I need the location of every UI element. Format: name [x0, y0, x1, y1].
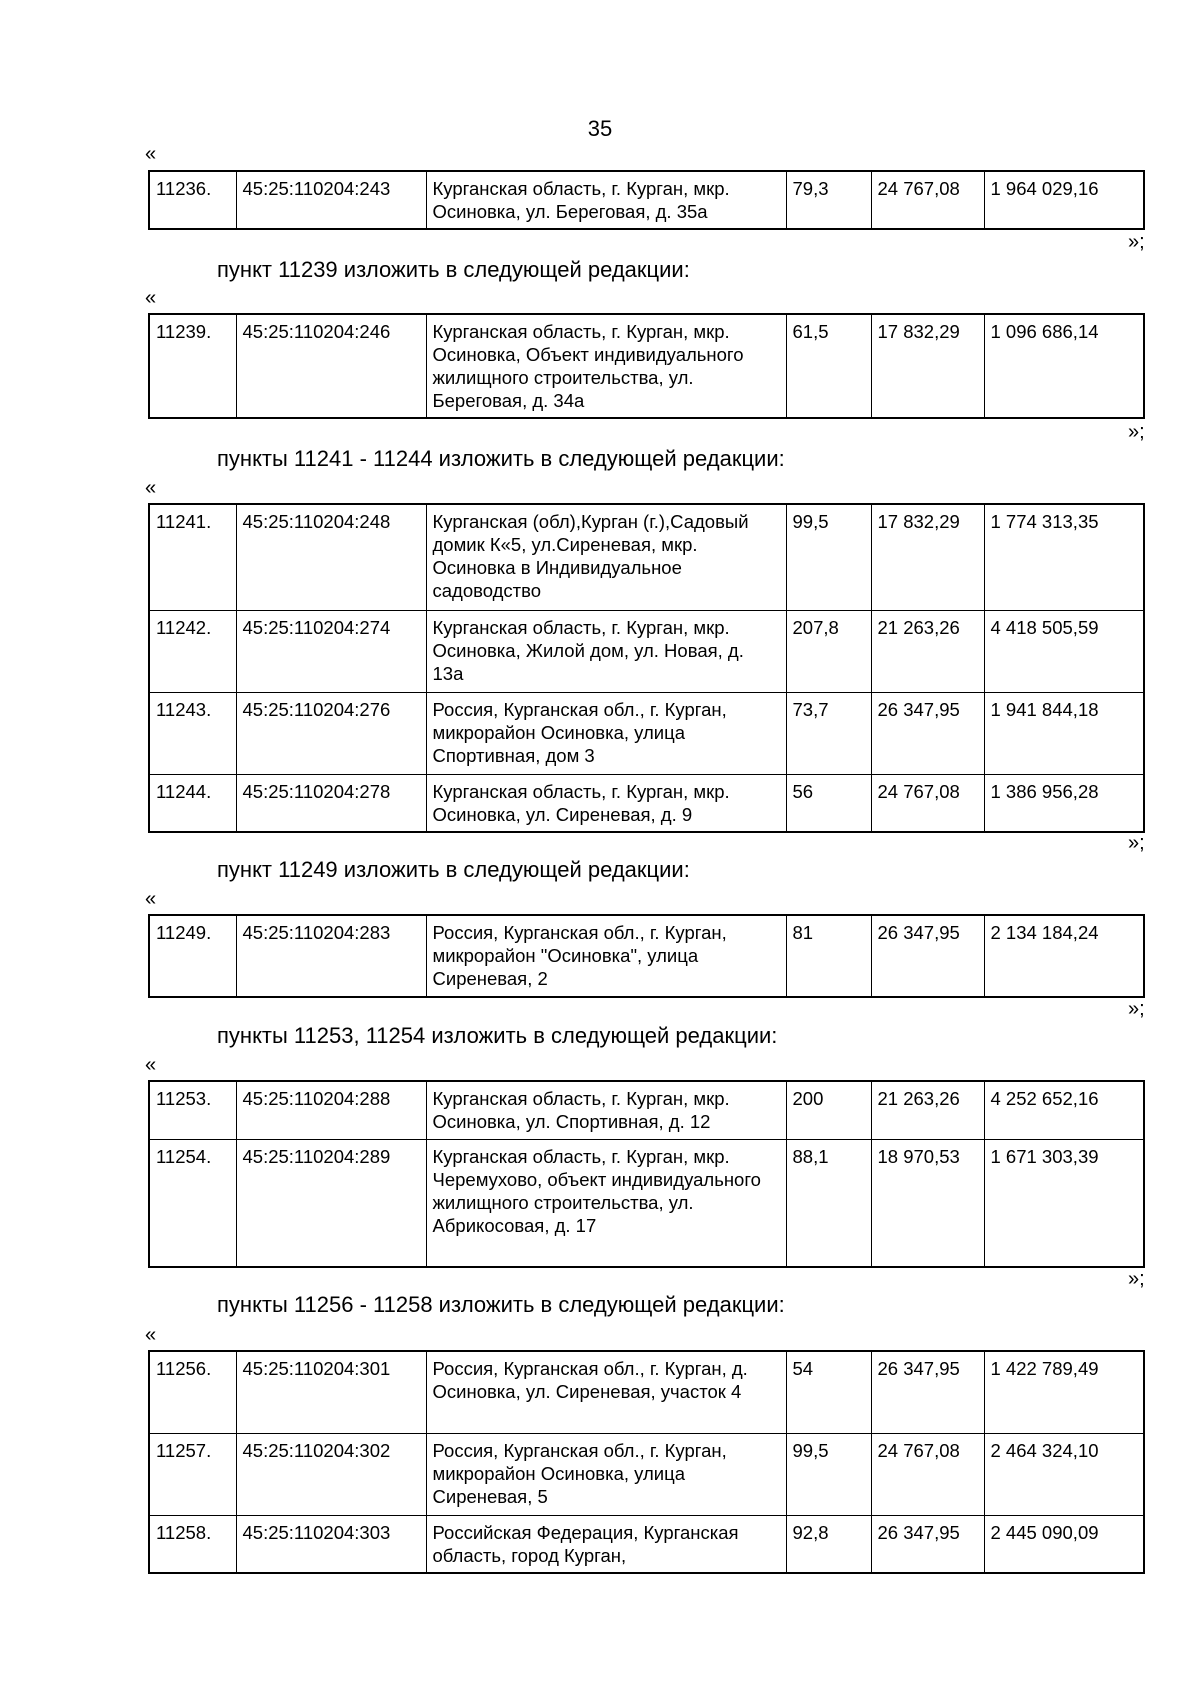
close-quote: »;: [1128, 832, 1145, 854]
amendment-heading: пункты 11253, 11254 изложить в следующей редакции:: [217, 1023, 778, 1048]
unit-value-cell: 21 263,26: [871, 610, 984, 692]
area-cell: 54: [786, 1351, 871, 1433]
unit-value-cell: 26 347,95: [871, 915, 984, 997]
open-quote: «: [145, 287, 157, 309]
cadastral-number-cell: 45:25:110204:274: [236, 610, 426, 692]
register-table: [148, 503, 1145, 833]
open-quote: «: [145, 477, 157, 499]
address-cell: Российская Федерация, Курганская область, город Курган,: [426, 1515, 786, 1573]
open-quote: «: [145, 888, 157, 910]
cadastral-number-cell: 45:25:110204:289: [236, 1139, 426, 1267]
register-table: [148, 1080, 1145, 1268]
address-cell: Курганская область, г. Курган, мкр. Осиновка, ул. Сиреневая, д. 9: [426, 774, 786, 832]
area-cell: 56: [786, 774, 871, 832]
open-quote: «: [145, 1324, 157, 1346]
unit-value-cell: 18 970,53: [871, 1139, 984, 1267]
amendment-heading: пункты 11256 - 11258 изложить в следующей редакции:: [217, 1292, 785, 1317]
total-value-cell: 4 252 652,16: [984, 1081, 1144, 1139]
total-value-cell: 1 096 686,14: [984, 314, 1144, 418]
close-quote: »;: [1128, 231, 1145, 253]
item-number-cell: 11239.: [149, 314, 236, 418]
address-cell: Курганская область, г. Курган, мкр. Осиновка, Объект индивидуального жилищного строительства, ул. Береговая, д. 34а: [426, 314, 786, 418]
total-value-cell: 2 134 184,24: [984, 915, 1144, 997]
address-cell: Курганская область, г. Курган, мкр. Черемухово, объект индивидуального жилищного строительства, ул. Абрикосовая, д. 17: [426, 1139, 786, 1267]
area-cell: 88,1: [786, 1139, 871, 1267]
total-value-cell: 1 671 303,39: [984, 1139, 1144, 1267]
address-cell: Россия, Курганская обл., г. Курган, д. Осиновка, ул. Сиреневая, участок 4: [426, 1351, 786, 1433]
address-cell: Россия, Курганская обл., г. Курган, микрорайон Осиновка, улица Спортивная, дом 3: [426, 692, 786, 774]
unit-value-cell: 17 832,29: [871, 314, 984, 418]
area-cell: 92,8: [786, 1515, 871, 1573]
cadastral-number-cell: 45:25:110204:301: [236, 1351, 426, 1433]
item-number-cell: 11256.: [149, 1351, 236, 1433]
amendment-heading: пункт 11239 изложить в следующей редакции:: [217, 257, 690, 282]
close-quote: »;: [1128, 421, 1145, 443]
total-value-cell: 2 464 324,10: [984, 1433, 1144, 1515]
unit-value-cell: 21 263,26: [871, 1081, 984, 1139]
cadastral-number-cell: 45:25:110204:243: [236, 171, 426, 229]
address-cell: Курганская область, г. Курган, мкр. Осиновка, Жилой дом, ул. Новая, д. 13а: [426, 610, 786, 692]
unit-value-cell: 26 347,95: [871, 1515, 984, 1573]
cadastral-number-cell: 45:25:110204:276: [236, 692, 426, 774]
total-value-cell: 1 386 956,28: [984, 774, 1144, 832]
item-number-cell: 11254.: [149, 1139, 236, 1267]
amendment-heading: пункт 11249 изложить в следующей редакции:: [217, 857, 690, 882]
unit-value-cell: 26 347,95: [871, 1351, 984, 1433]
cadastral-number-cell: 45:25:110204:288: [236, 1081, 426, 1139]
table-row: [149, 1081, 1144, 1139]
unit-value-cell: 24 767,08: [871, 774, 984, 832]
area-cell: 200: [786, 1081, 871, 1139]
table-row: [149, 610, 1144, 692]
register-table: [148, 313, 1145, 419]
table-row: [149, 1139, 1144, 1267]
amendment-heading: пункты 11241 - 11244 изложить в следующей редакции:: [217, 446, 785, 471]
close-quote: »;: [1128, 1268, 1145, 1290]
item-number-cell: 11258.: [149, 1515, 236, 1573]
total-value-cell: 2 445 090,09: [984, 1515, 1144, 1573]
item-number-cell: 11253.: [149, 1081, 236, 1139]
total-value-cell: 1 422 789,49: [984, 1351, 1144, 1433]
cadastral-number-cell: 45:25:110204:246: [236, 314, 426, 418]
item-number-cell: 11236.: [149, 171, 236, 229]
area-cell: 61,5: [786, 314, 871, 418]
open-quote: «: [145, 143, 157, 165]
register-table: [148, 1350, 1145, 1574]
register-table: [148, 170, 1145, 230]
total-value-cell: 1 964 029,16: [984, 171, 1144, 229]
item-number-cell: 11244.: [149, 774, 236, 832]
open-quote: «: [145, 1054, 157, 1076]
item-number-cell: 11257.: [149, 1433, 236, 1515]
address-cell: Курганская (обл),Курган (г.),Садовый домик К«5, ул.Сиреневая, мкр. Осиновка в Индивидуальное садоводство: [426, 504, 786, 610]
unit-value-cell: 26 347,95: [871, 692, 984, 774]
area-cell: 207,8: [786, 610, 871, 692]
area-cell: 79,3: [786, 171, 871, 229]
table-row: [149, 692, 1144, 774]
item-number-cell: 11241.: [149, 504, 236, 610]
cadastral-number-cell: 45:25:110204:278: [236, 774, 426, 832]
item-number-cell: 11242.: [149, 610, 236, 692]
total-value-cell: 4 418 505,59: [984, 610, 1144, 692]
table-row: [149, 171, 1144, 229]
unit-value-cell: 24 767,08: [871, 1433, 984, 1515]
page-number: 35: [587, 116, 613, 141]
cadastral-number-cell: 45:25:110204:302: [236, 1433, 426, 1515]
area-cell: 99,5: [786, 1433, 871, 1515]
area-cell: 81: [786, 915, 871, 997]
close-quote: »;: [1128, 998, 1145, 1020]
area-cell: 99,5: [786, 504, 871, 610]
unit-value-cell: 17 832,29: [871, 504, 984, 610]
table-row: [149, 1433, 1144, 1515]
address-cell: Россия, Курганская обл., г. Курган, микрорайон "Осиновка", улица Сиреневая, 2: [426, 915, 786, 997]
table-row: [149, 504, 1144, 610]
total-value-cell: 1 941 844,18: [984, 692, 1144, 774]
unit-value-cell: 24 767,08: [871, 171, 984, 229]
address-cell: Курганская область, г. Курган, мкр. Осиновка, ул. Спортивная, д. 12: [426, 1081, 786, 1139]
table-row: [149, 314, 1144, 418]
item-number-cell: 11249.: [149, 915, 236, 997]
table-row: [149, 1351, 1144, 1433]
cadastral-number-cell: 45:25:110204:283: [236, 915, 426, 997]
item-number-cell: 11243.: [149, 692, 236, 774]
address-cell: Курганская область, г. Курган, мкр. Осиновка, ул. Береговая, д. 35а: [426, 171, 786, 229]
address-cell: Россия, Курганская обл., г. Курган, микрорайон Осиновка, улица Сиреневая, 5: [426, 1433, 786, 1515]
table-row: [149, 915, 1144, 997]
table-row: [149, 774, 1144, 832]
total-value-cell: 1 774 313,35: [984, 504, 1144, 610]
cadastral-number-cell: 45:25:110204:303: [236, 1515, 426, 1573]
register-table: [148, 914, 1145, 998]
cadastral-number-cell: 45:25:110204:248: [236, 504, 426, 610]
table-row: [149, 1515, 1144, 1573]
area-cell: 73,7: [786, 692, 871, 774]
